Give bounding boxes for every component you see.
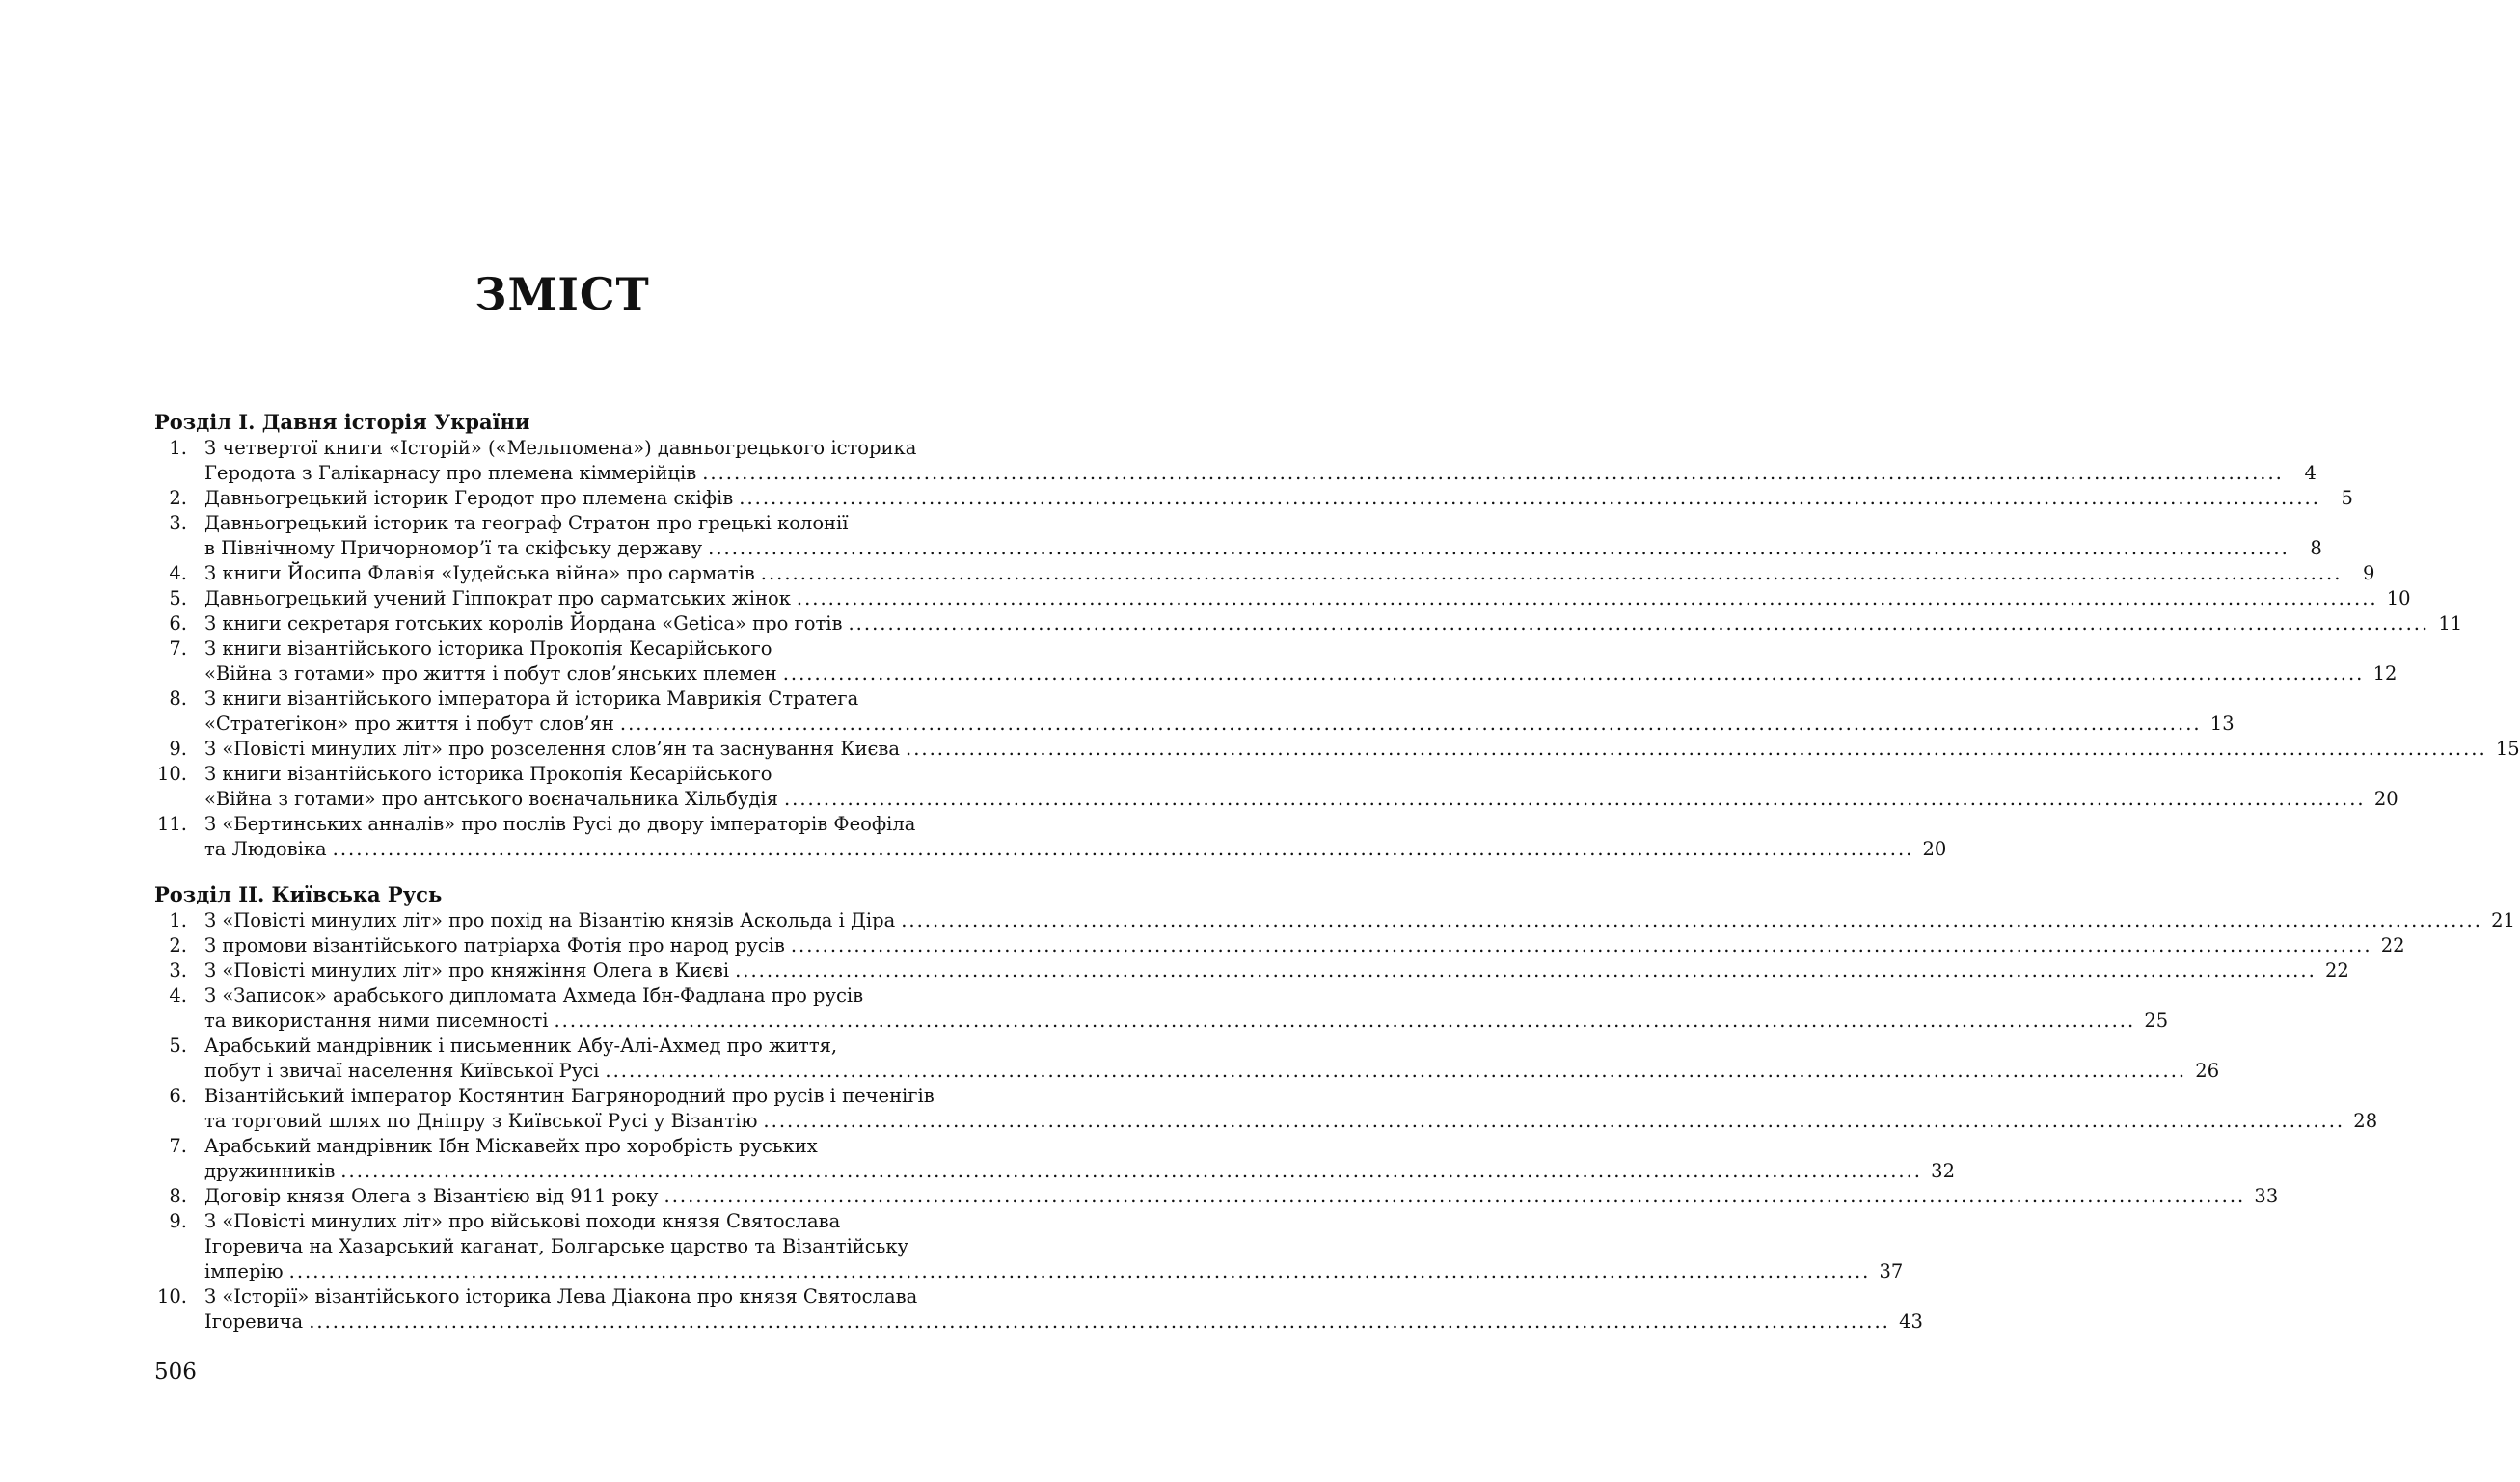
entry-number: 4. [169, 984, 187, 1007]
entry-number: 1. [169, 437, 187, 459]
entry-number: 2. [169, 487, 187, 509]
entry-text-line: З промови візантійського патріарха Фотія про народ русів [204, 934, 785, 957]
toc-entry[interactable] [154, 1209, 1904, 1284]
entry-page-number: 32 [1931, 1160, 1955, 1182]
toc-entry[interactable] [154, 762, 2398, 812]
toc-entry[interactable] [154, 1034, 2220, 1084]
entry-text-line: дружинників [204, 1160, 336, 1182]
toc-entry[interactable] [154, 687, 2235, 737]
entry-text-line: З «Повісті минулих літ» про військові походи князя Святослава [204, 1210, 841, 1232]
entry-text-line: З «Бертинських анналів» про послів Русі до двору імператорів Феофіла [204, 813, 916, 835]
entry-leader-line [204, 536, 2322, 561]
entry-text-line: Давньогрецький історик та географ Стратон про грецькі колонії [204, 512, 849, 534]
entry-text-line: Давньогрецький історик Геродот про племена скіфів [204, 487, 734, 509]
dot-leader: ........................................................................................................................................................................................................ [708, 537, 2290, 559]
dot-leader: ........................................................................................................................................................................................................ [782, 662, 2365, 685]
dot-leader: ........................................................................................................................................................................................................ [848, 612, 2430, 634]
entry-text-line: З «Записок» арабського дипломата Ахмеда Ібн-Фадлана про русів [204, 984, 864, 1007]
toc-entry[interactable] [154, 933, 2405, 958]
entry-page-number: 20 [2373, 788, 2398, 810]
entry-text-line: Договір князя Олега з Візантією від 911 року [204, 1185, 659, 1207]
entry-text-line: та торговий шлях по Дніпру з Київської Русі у Візантію [204, 1110, 758, 1132]
entry-number: 9. [169, 738, 187, 760]
entry-page-number: 22 [2380, 934, 2405, 957]
entry-text-line: в Північному Причорномор’ї та скіфську державу [204, 537, 703, 559]
page-number: 506 [154, 1360, 197, 1385]
dot-leader: ........................................................................................................................................................................................................ [760, 562, 2343, 584]
entry-leader-line [204, 1259, 1904, 1284]
entry-number: 8. [169, 687, 187, 710]
entry-number: 5. [169, 587, 187, 609]
entry-page-number: 37 [1879, 1260, 1904, 1282]
entry-page-number: 26 [2195, 1060, 2220, 1082]
entry-text-line: З книги візантійського історика Прокопія Кесарійського [204, 637, 772, 660]
entry-text-line: З книги секретаря готських королів Йордана «Getica» про готів [204, 612, 843, 634]
toc-entry[interactable] [154, 908, 2515, 933]
entry-leader-line [204, 933, 2405, 958]
toc-entry[interactable] [154, 1084, 2378, 1134]
entry-text-line: З книги Йосипа Флавія «Іудейська війна» про сарматів [204, 562, 755, 584]
entry-number: 10. [156, 1285, 187, 1307]
entry-page-number: 21 [2491, 909, 2515, 931]
entry-text-line: З «Повісті минулих літ» про похід на Візантію князів Аскольда і Діра [204, 909, 896, 931]
entry-text-line: З «Історії» візантійського історика Лева Діакона про князя Святослава [204, 1285, 918, 1307]
entry-leader-line [204, 461, 2317, 486]
dot-leader: ........................................................................................................................................................................................................ [739, 487, 2320, 509]
entry-leader-line [204, 787, 2398, 812]
entry-page-number: 9 [2363, 562, 2375, 584]
entry-leader-line [204, 611, 2463, 636]
entry-page-number: 10 [2386, 587, 2411, 609]
entry-page-number: 11 [2438, 612, 2463, 634]
dot-leader: ........................................................................................................................................................................................................ [901, 909, 2482, 931]
entry-leader-line [204, 908, 2515, 933]
dot-leader: ........................................................................................................................................................................................................ [554, 1010, 2136, 1032]
entry-leader-line [204, 561, 2375, 586]
dot-leader: ........................................................................................................................................................................................................ [605, 1060, 2187, 1082]
entry-page-number: 5 [2341, 487, 2353, 509]
entry-text-line: З книги візантійського історика Прокопія Кесарійського [204, 763, 772, 785]
entry-leader-line [204, 1009, 2169, 1034]
entry-leader-line [204, 1159, 1955, 1184]
entry-text-line: З книги візантійського імператора й історика Маврикія Стратега [204, 687, 859, 710]
entry-leader-line [204, 837, 1947, 862]
dot-leader: ........................................................................................................................................................................................................ [332, 838, 1914, 860]
dot-leader: ........................................................................................................................................................................................................ [619, 713, 2202, 735]
entry-leader-line [204, 1059, 2220, 1084]
entry-text-line: «Війна з готами» про антського воєначальника Хільбудія [204, 788, 778, 810]
entry-number: 8. [169, 1185, 187, 1207]
entry-text-line: та Людовіка [204, 838, 327, 860]
entry-text-line: З четвертої книги «Історій» («Мельпомена») давньогрецького історика [204, 437, 917, 459]
entry-page-number: 25 [2144, 1010, 2169, 1032]
entry-page-number: 33 [2254, 1185, 2279, 1207]
toc-entry[interactable] [154, 984, 2169, 1034]
entry-text-line: «Війна з готами» про життя і побут слов’янських племен [204, 662, 777, 685]
entry-text-line: Ігоревича на Хазарський каганат, Болгарське царство та Візантійську [204, 1235, 909, 1257]
entry-leader-line [204, 661, 2398, 687]
toc-entry[interactable] [154, 436, 2317, 486]
dot-leader: ........................................................................................................................................................................................................ [783, 788, 2366, 810]
toc-entry[interactable] [154, 511, 2322, 561]
entry-leader-line [204, 1309, 1923, 1334]
entry-number: 3. [169, 959, 187, 982]
dot-leader: ........................................................................................................................................................................................................ [664, 1185, 2246, 1207]
toc-section [154, 881, 2515, 1334]
entry-text-line: Ігоревича [204, 1310, 304, 1333]
entry-text-line: Арабський мандрівник і письменник Абу-Алі-Ахмед про життя, [204, 1035, 838, 1057]
toc-entry[interactable] [154, 611, 2463, 636]
entry-leader-line [204, 958, 2349, 984]
toc-entry[interactable] [154, 486, 2353, 511]
toc-entry[interactable] [154, 586, 2411, 611]
entry-text-line: побут і звичаї населення Київської Русі [204, 1060, 600, 1082]
table-of-contents [154, 409, 2520, 1334]
toc-section [154, 409, 2520, 862]
entry-number: 3. [169, 512, 187, 534]
dot-leader: ........................................................................................................................................................................................................ [790, 934, 2372, 957]
entry-text-line: «Стратегікон» про життя і побут слов’ян [204, 713, 614, 735]
entry-page-number: 13 [2209, 713, 2235, 735]
entry-number: 11. [156, 813, 187, 835]
dot-leader: ........................................................................................................................................................................................................ [340, 1160, 1922, 1182]
entry-text-line: Візантійський імператор Костянтин Багрянородний про русів і печенігів [204, 1085, 935, 1107]
dot-leader: ........................................................................................................................................................................................................ [309, 1310, 1890, 1333]
dot-leader: ........................................................................................................................................................................................................ [796, 587, 2378, 609]
toc-entry[interactable] [154, 636, 2398, 687]
entry-text-line: Арабський мандрівник Ібн Міскавейх про хоробрість руських [204, 1135, 818, 1157]
entry-page-number: 43 [1899, 1310, 1923, 1333]
entry-text-line: Давньогрецький учений Гіппократ про сарматських жінок [204, 587, 791, 609]
section-title: Розділ ІІ. Київська Русь [154, 882, 443, 906]
entry-page-number: 20 [1922, 838, 1947, 860]
dot-leader: ........................................................................................................................................................................................................ [288, 1260, 1871, 1282]
entry-leader-line [204, 1184, 2279, 1209]
entry-leader-line [204, 1109, 2378, 1134]
entry-number: 5. [169, 1035, 187, 1057]
entry-page-number: 22 [2324, 959, 2349, 982]
entry-text-line: та використання ними писемності [204, 1010, 549, 1032]
toc-entry[interactable] [154, 737, 2520, 762]
entry-text-line: З «Повісті минулих літ» про княжіння Олега в Києві [204, 959, 730, 982]
entry-text-line: імперію [204, 1260, 284, 1282]
entry-number: 6. [169, 612, 187, 634]
entry-page-number: 12 [2372, 662, 2398, 685]
toc-entry[interactable] [154, 958, 2349, 984]
entry-leader-line [204, 737, 2520, 762]
entry-leader-line [204, 586, 2411, 611]
entry-page-number: 28 [2353, 1110, 2378, 1132]
entry-text-line: Геродота з Галікарнасу про племена кіммерійців [204, 462, 697, 484]
entry-number: 7. [169, 637, 187, 660]
page-title: ЗМІСТ [474, 268, 650, 320]
entry-leader-line [204, 486, 2353, 511]
entry-text-line: З «Повісті минулих літ» про розселення слов’ян та заснування Києва [204, 738, 900, 760]
section-title: Розділ І. Давня історія України [154, 410, 530, 434]
entry-number: 9. [169, 1210, 187, 1232]
dot-leader: ........................................................................................................................................................................................................ [763, 1110, 2345, 1132]
dot-leader: ........................................................................................................................................................................................................ [735, 959, 2317, 982]
toc-entry[interactable] [154, 812, 1947, 862]
toc-entry[interactable] [154, 1184, 2279, 1209]
toc-entry[interactable] [154, 1134, 1955, 1184]
entry-leader-line [204, 712, 2235, 737]
dot-leader: ........................................................................................................................................................................................................ [702, 462, 2284, 484]
entry-number: 4. [169, 562, 187, 584]
entry-page-number: 15 [2495, 738, 2520, 760]
entry-number: 6. [169, 1085, 187, 1107]
entry-number: 1. [169, 909, 187, 931]
entry-number: 2. [169, 934, 187, 957]
dot-leader: ........................................................................................................................................................................................................ [906, 738, 2487, 760]
toc-entry[interactable] [154, 1284, 1923, 1334]
entry-page-number: 8 [2310, 537, 2322, 559]
toc-entry[interactable] [154, 561, 2375, 586]
entry-page-number: 4 [2304, 462, 2317, 484]
entry-number: 10. [156, 763, 187, 785]
entry-number: 7. [169, 1135, 187, 1157]
